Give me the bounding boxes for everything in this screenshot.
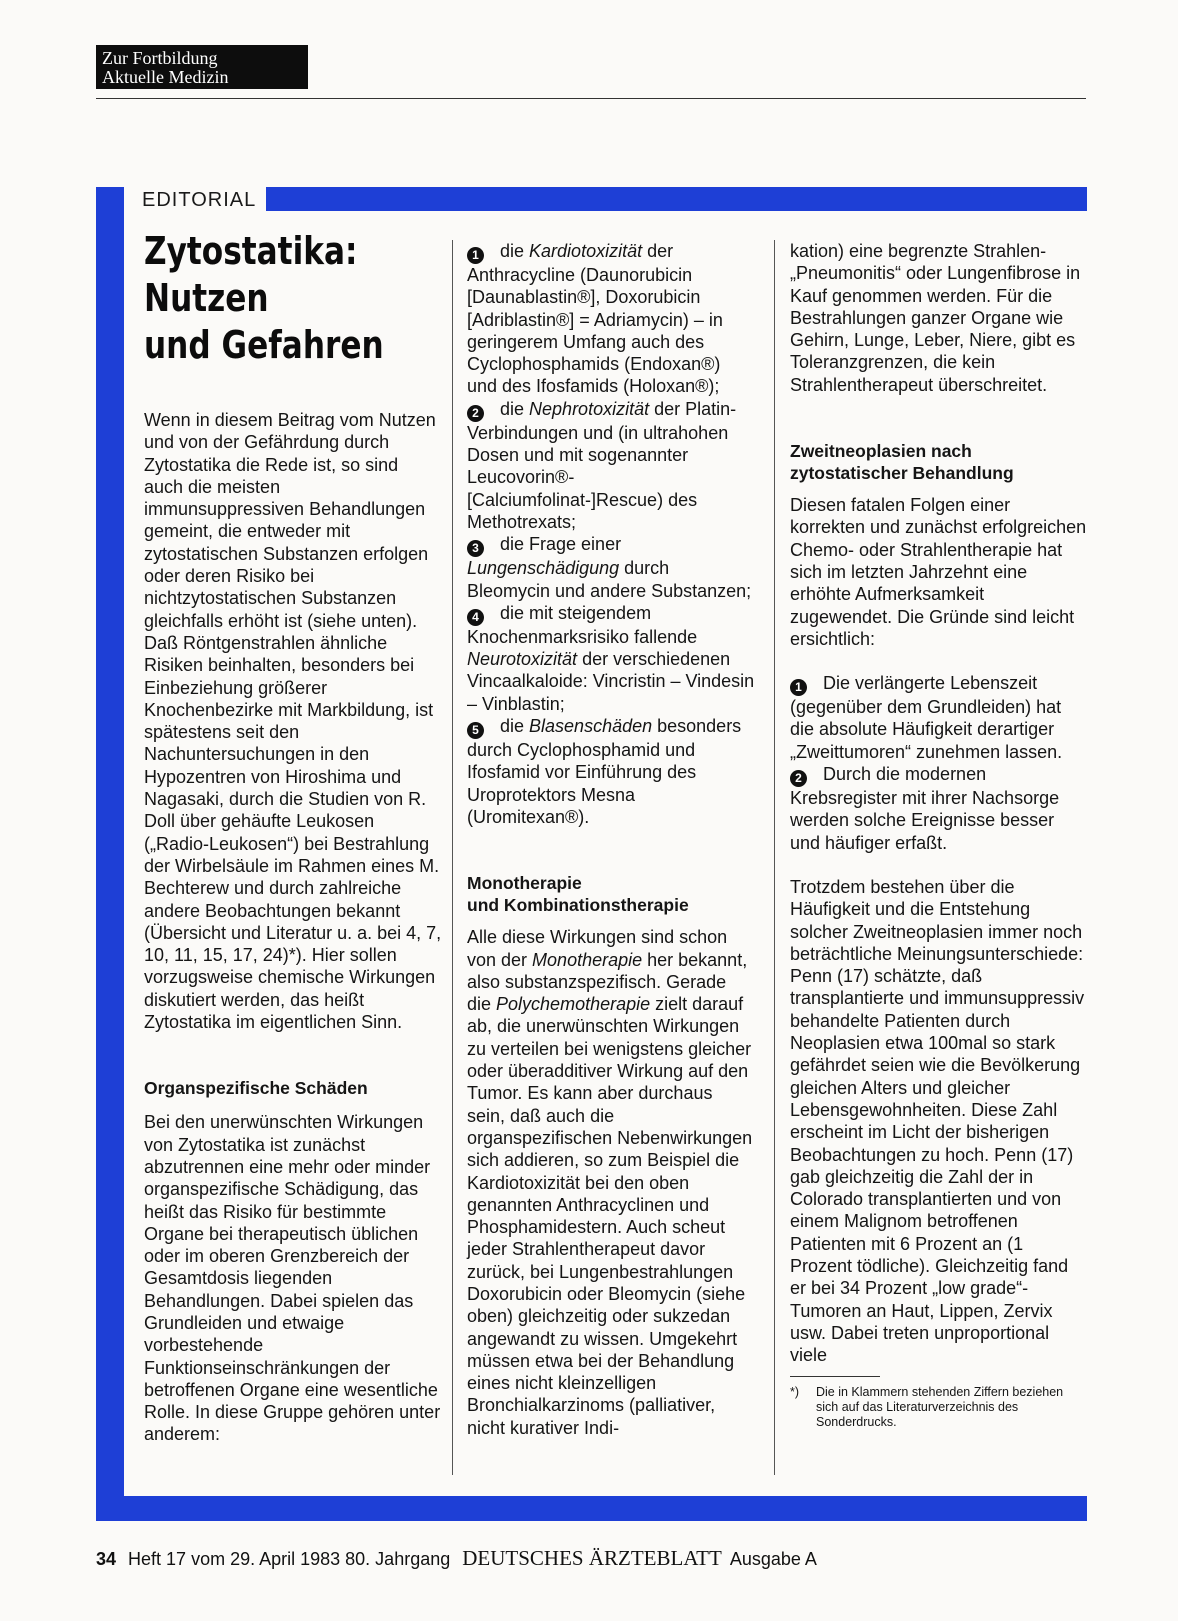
footnote-rule: [790, 1376, 880, 1377]
article-title: [144, 228, 439, 369]
footnote-text: Die in Klammern stehenden Ziffern beziehen sich auf das Literaturverzeichnis des Sonderdrucks.: [816, 1385, 1064, 1430]
number-badge: 2: [790, 770, 807, 787]
section-line-2: Aktuelle Medizin: [102, 67, 229, 87]
footnote-mark: *): [790, 1385, 800, 1400]
zweitneoplasien-paragraph: Diesen fatalen Folgen einer korrekten und zunächst erfolgreichen Chemo- oder Strahlentherapie hat sich im letzten Jahrzehnt eine erhöhte Aufmerksamkeit zugewendet. Die Gründe sind leicht ersichtlich:: [790, 495, 1087, 649]
reason-item-1: 1 Die verlängerte Lebenszeit (gegenüber dem Grundleiden) hat die absolute Häufigkeit derartiger „Zweittumoren“ zunehmen lassen.: [790, 673, 1063, 762]
monotherapie-paragraph: Alle diese Wirkungen sind schon von der Monotherapie her bekannt, also substanzspezifisch. Gerade die Polychemotherapie zielt darauf ab, die unerwünschten Wirkungen zu verteilen bei wenigstens gleicher oder überadditiver Wirkung auf den Tumor. Es kann aber durchaus sein, daß auch die organspezifischen Nebenwirkungen sich addieren, so zum Beispiel die Kardiotoxizität bei den oben genannten Anthracyclinen und Phosphamidestern. Auch scheut jeder Strahlentherapeut davor zurück, bei Lungenbestrahlungen Doxorubicin oder Bleomycin (siehe oben) gleichzeitig oder sukzedan angewandt zu wissen. Umgekehrt müssen etwa bei der Behandlung eines nicht kleinzelligen Bronchialkarzinoms (palliativer, nicht kurativer Indi-: [467, 927, 753, 1438]
blue-frame-top: [266, 187, 1087, 211]
number-badge: 3: [467, 540, 484, 557]
heading-organspezifische: Organspezifische Schäden: [144, 1078, 368, 1099]
heading-zweitneoplasien: Zweitneoplasien nach zytostatischer Behandlung: [790, 441, 1014, 484]
title-line-3: und Gefahren: [144, 323, 384, 367]
page-footer: [96, 1546, 817, 1571]
column-3: [790, 240, 1088, 1430]
top-rule: [96, 98, 1086, 99]
journal-name: DEUTSCHES ÄRZTEBLATT: [462, 1546, 722, 1570]
number-badge: 1: [467, 247, 484, 264]
issue-info: Heft 17 vom 29. April 1983 80. Jahrgang: [128, 1549, 451, 1569]
title-line-2: Nutzen: [144, 276, 269, 320]
continuation-paragraph: kation) eine begrenzte Strahlen-„Pneumonitis“ oder Lungenfibrose in Kauf genommen werden. Für die Bestrahlungen ganzer Organe wie Gehirn, Lunge, Leber, Niere, gibt es Toleranzgrenzen, die kein Strahlentherapeut überschreitet.: [790, 241, 1081, 395]
edition: Ausgabe A: [729, 1549, 817, 1569]
list-item-5: 5 die Blasenschäden besonders durch Cyclophosphamid und Ifosfamid vor Einführung des Uroprotektors Mesna (Uromitexan®).: [467, 716, 742, 827]
section-line-1: Zur Fortbildung: [102, 48, 218, 68]
number-badge: 1: [790, 679, 807, 696]
list-item-3: 3 die Frage einer Lungenschädigung durch Bleomycin und andere Substanzen;: [467, 534, 752, 601]
number-badge: 2: [467, 405, 484, 422]
page-number: 34: [96, 1549, 117, 1569]
column-2: [467, 240, 755, 1439]
list-item-1: 1 die Kardiotoxizität der Anthracycline (Daunorubicin [Daunablastin®], Doxorubicin [Adriblastin®] = Adriamycin) – in geringerem Umfang auch des Cyclophosphamids (Endoxan®) und des Ifosfamids (Holoxan®);: [467, 241, 723, 397]
number-badge: 4: [467, 609, 484, 626]
number-badge: 5: [467, 722, 484, 739]
footnote: [790, 1385, 1088, 1430]
list-item-4: 4 die mit steigendem Knochenmarksrisiko fallende Neurotoxizität der verschiedenen Vincaalkaloide: Vincristin – Vindesin – Vinblastin;: [467, 602, 755, 714]
title-line-1: Zytostatika:: [144, 229, 358, 273]
blue-frame-left: [96, 187, 124, 1521]
intro-paragraph: Wenn in diesem Beitrag vom Nutzen und von der Gefährdung durch Zytostatika die Rede ist, so sind auch die meisten immunsuppressiven Behandlungen gemeint, die entweder mit zytostatischen Substanzen erfolgen oder deren Risiko bei nichtzytostatischen Substanzen gleichfalls erhöht ist (siehe unten). Daß Röntgenstrahlen ähnliche Risiken beinhalten, besonders bei Einbeziehung größerer Knochenbezirke mit Markbildung, ist spätestens seit den Nachuntersuchungen in den Hypozentren von Hiroshima und Nagasaki, durch die Studien von R. Doll über gehäufte Leukosen („Radio-Leukosen“) bei Bestrahlung der Wirbelsäule im Rahmen eines M. Bechterew und durch zahlreiche andere Beobachtungen bekannt (Übersicht und Literatur u. a. bei 4, 7, 10, 11, 15, 17, 24)*). Hier sollen vorzugsweise chemische Wirkungen diskutiert werden, das heißt Zytostatika im eigentlichen Sinn.: [144, 410, 442, 1033]
column-1: [144, 228, 442, 1446]
trotzdem-paragraph: Trotzdem bestehen über die Häufigkeit und die Entstehung solcher Zweitneoplasien immer noch beträchtliche Meinungsunterschiede: Penn (17) schätzte, daß transplantierte und immunsuppressiv behandelte Patienten durch Neoplasien etwa 100mal so stark gefährdet seien wie die Bevölkerung gleichen Alters und gleicher Lebensgewohnheiten. Diese Zahl erscheint im Licht der bisherigen Beobachtungen zu hoch. Penn (17) gab gleichzeitig die Zahl der in Colorado transplantierten und von einem Malignom betroffenen Patienten mit 6 Prozent an (1 Prozent tödliche). Gleichzeitig fand er bei 34 Prozent „low grade“-Tumoren an Haut, Lippen, Zervix usw. Dabei treten unproportional viele: [790, 876, 1085, 1366]
editorial-label: EDITORIAL: [142, 189, 257, 211]
reason-item-2: 2 Durch die modernen Krebsregister mit ihrer Nachsorge werden solche Ereignisse besser und häufiger erfaßt.: [790, 764, 1060, 853]
heading-monotherapie: Monotherapie und Kombinationstherapie: [467, 873, 689, 916]
column-rule-1: [452, 240, 453, 1475]
section-tag: [96, 45, 308, 89]
blue-frame-bottom: [96, 1496, 1087, 1521]
column-rule-2: [774, 240, 775, 1475]
list-item-2: 2 die Nephrotoxizität der Platin-Verbindungen und (in ultrahohen Dosen und mit sogenannter Leucovorin®-[Calciumfolinat-]Rescue) des Methotrexats;: [467, 398, 737, 532]
organ-paragraph: Bei den unerwünschten Wirkungen von Zytostatika ist zunächst abzutrennen eine mehr oder minder organspezifische Schädigung, das heißt das Risiko für bestimmte Organe bei therapeutisch üblichen oder im oberen Grenzbereich der Gesamtdosis liegenden Behandlungen. Dabei spielen das Grundleiden und etwaige vorbestehende Funktionseinschränkungen der betroffenen Organe eine wesentliche Rolle. In diese Gruppe gehören unter anderem:: [144, 1112, 441, 1445]
